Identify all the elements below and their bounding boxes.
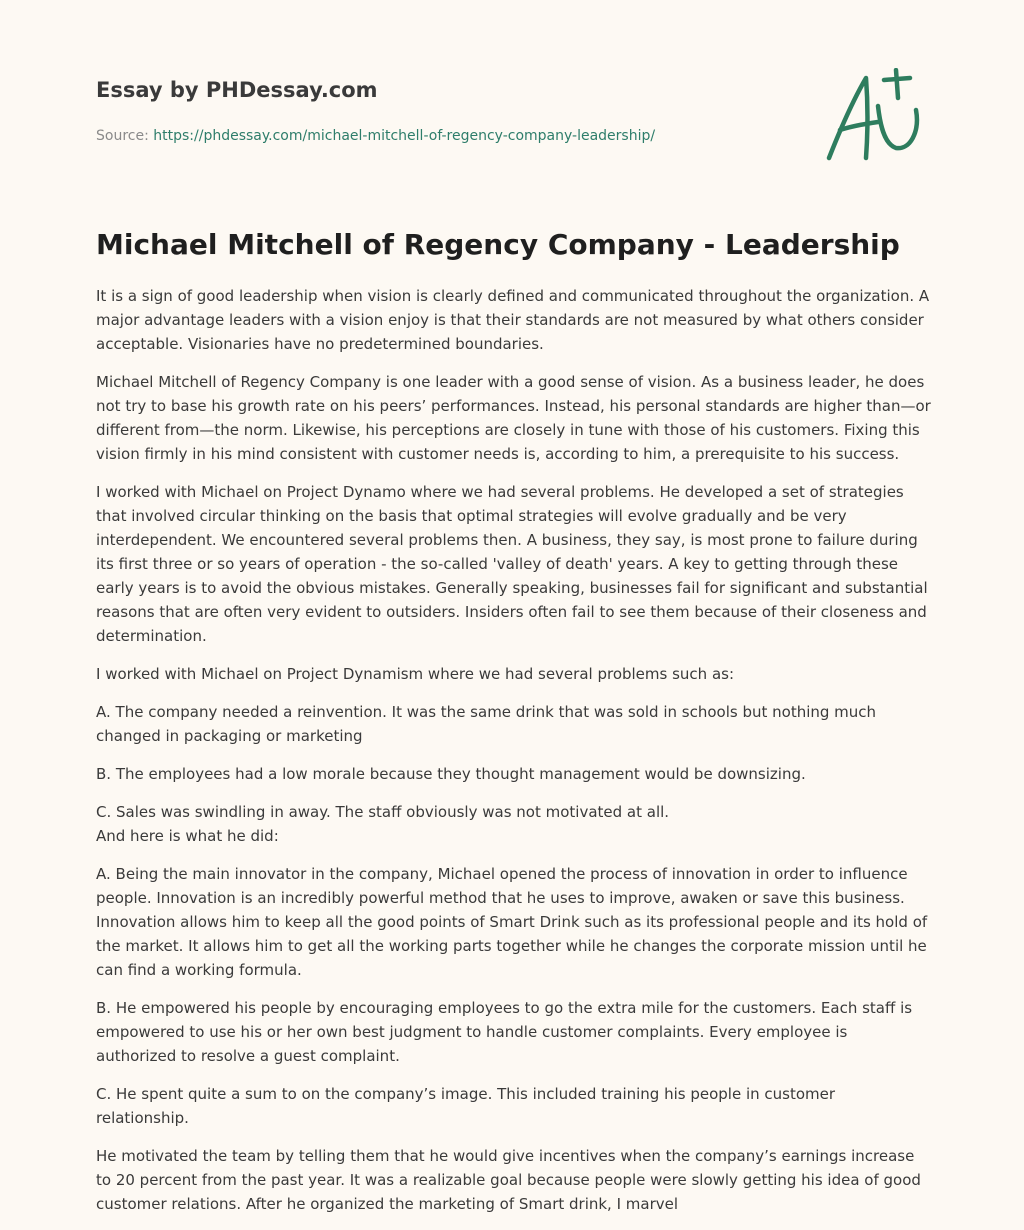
essay-title: Michael Mitchell of Regency Company - Leadership (96, 228, 900, 261)
source-link[interactable]: https://phdessay.com/michael-mitchell-of-regency-company-leadership/ (153, 128, 656, 144)
essay-body (96, 284, 932, 1230)
paragraph-line: And here is what he did: (96, 827, 279, 845)
paragraph: A. Being the main innovator in the company, Michael opened the process of innovation in order to influence people. Innovation is an incredibly powerful method that he uses to improve, awaken or save this business. Innovation allows him to keep all the good points of Smart Drink such as its professional people and its hold of the market. It allows him to get all the working parts together while he changes the corporate mission until he can find a working formula. (96, 865, 928, 979)
paragraph: B. He empowered his people by encouraging employees to go the extra mile for the customers. Each staff is empowered to use his or her own best judgment to handle customer complaints. Every employee is authorized to resolve a guest complaint. (96, 999, 913, 1065)
a-plus-logo-icon (822, 68, 928, 164)
paragraph: It is a sign of good leadership when vision is clearly defined and communicated throughout the organization. A major advantage leaders with a vision enjoy is that their standards are not measured by what others consider acceptable. Visionaries have no predetermined boundaries. (96, 287, 930, 353)
paragraph: I worked with Michael on Project Dynamism where we had several problems such as: (96, 665, 735, 683)
site-brand: Essay by PHDessay.com (96, 78, 378, 102)
paragraph: C. He spent quite a sum to on the company’s image. This included training his people in customer relationship. (96, 1085, 836, 1127)
paragraph: A. The company needed a reinvention. It was the same drink that was sold in schools but nothing much changed in packaging or marketing (96, 703, 877, 745)
paragraph: B. The employees had a low morale because they thought management would be downsizing. (96, 765, 806, 783)
page-header (96, 76, 796, 146)
paragraph (96, 800, 932, 848)
source-label: Source: (96, 128, 149, 144)
paragraph-line: C. Sales was swindling in away. The staff obviously was not motivated at all. (96, 803, 670, 821)
source-line (96, 126, 796, 146)
paragraph: I worked with Michael on Project Dynamo where we had several problems. He developed a set of strategies that involved circular thinking on the basis that optimal strategies will evolve gradually and be very interdependent. We encountered several problems then. A business, they say, is most prone to failure during its first three or so years of operation - the so-called 'valley of death' years. A key to getting through these early years is to avoid the obvious mistakes. Generally speaking, businesses fail for significant and substantial reasons that are often very evident to outsiders. Insiders often fail to see them because of their closeness and determination. (96, 483, 928, 645)
paragraph: He motivated the team by telling them that he would give incentives when the company’s earnings increase to 20 percent from the past year. It was a realizable goal because people were slowly getting his idea of good customer relations. After he organized the marketing of Smart drink, I marvel (96, 1147, 921, 1213)
paragraph: Michael Mitchell of Regency Company is one leader with a good sense of vision. As a business leader, he does not try to base his growth rate on his peers’ performances. Instead, his personal standards are higher than—or different from—the norm. Likewise, his perceptions are closely in tune with those of his customers. Fixing this vision firmly in his mind consistent with customer needs is, according to him, a prerequisite to his success. (96, 373, 931, 463)
